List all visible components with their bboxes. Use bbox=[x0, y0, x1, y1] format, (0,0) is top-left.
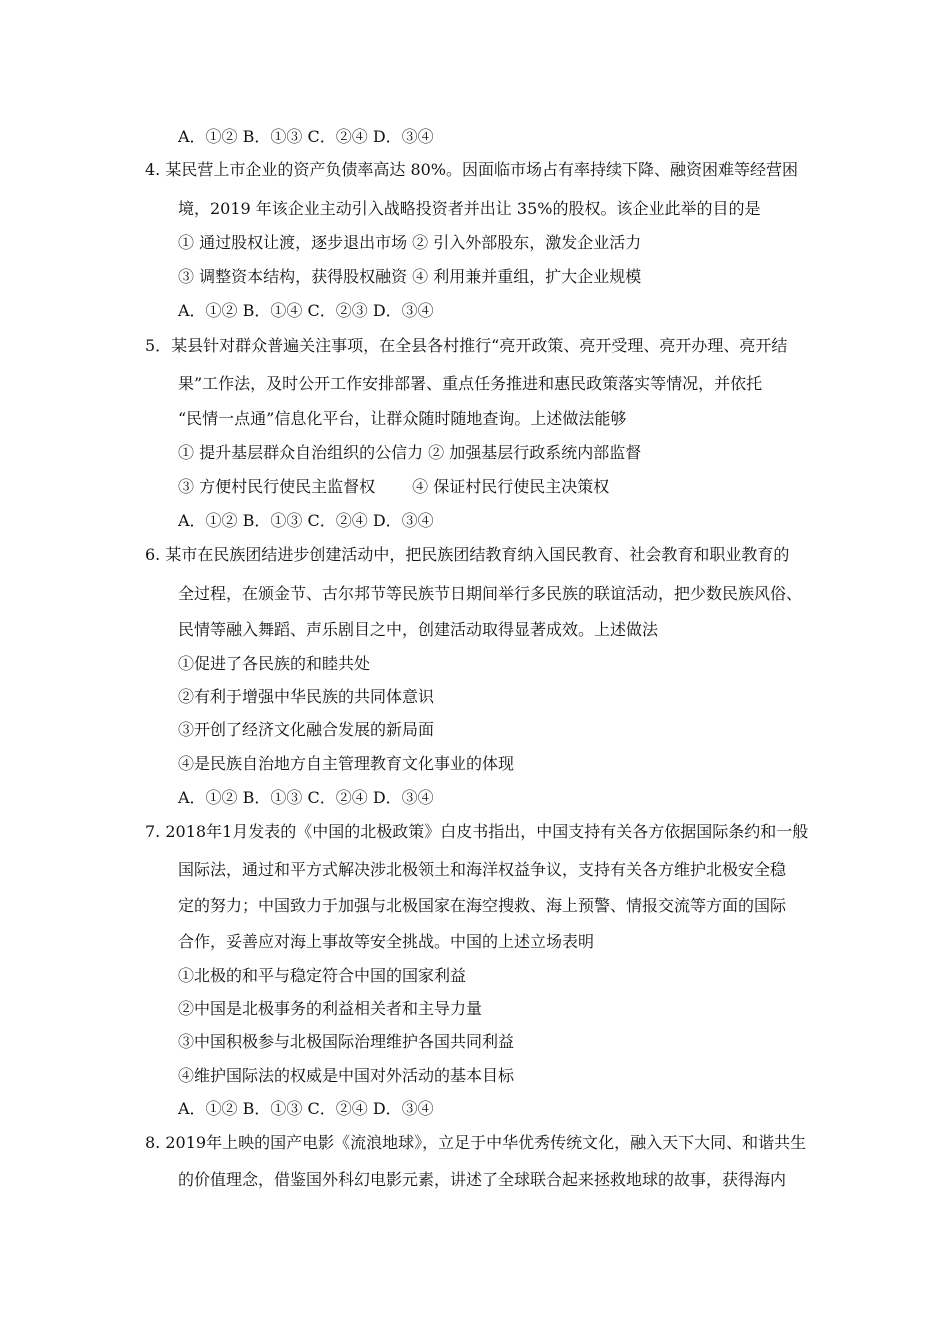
q7-stem-line-1: 7. 2018年1月发表的《中国的北极政策》白皮书指出，中国支持有关各方依据国际条约和一般 bbox=[145, 822, 809, 841]
q7-options: A．①② B．①③ C．②④ D．③④ bbox=[178, 1099, 434, 1118]
q5-stem-line-3: “民情一点通”信息化平台，让群众随时随地查询。上述做法能够 bbox=[178, 409, 627, 428]
q3-options: A．①② B．①③ C．②④ D．③④ bbox=[178, 127, 434, 146]
q5-options: A．①② B．①③ C．②④ D．③④ bbox=[178, 511, 434, 530]
q6-choice-4: ④是民族自治地方自主管理教育文化事业的体现 bbox=[178, 754, 515, 773]
q5-choice-line-2: ③ 方便村民行使民主监督权 ④ 保证村民行使民主决策权 bbox=[178, 477, 610, 496]
q8-stem-line-1: 8. 2019年上映的国产电影《流浪地球》，立足于中华优秀传统文化，融入天下大同、和谐共生 bbox=[145, 1133, 807, 1152]
q4-stem-line-1: 4. 某民营上市企业的资产负债率高达 80%。因面临市场占有率持续下降、融资困难等经营困 bbox=[145, 160, 799, 179]
q7-choice-1: ①北极的和平与稳定符合中国的国家利益 bbox=[178, 966, 467, 985]
q6-stem-line-1: 6. 某市在民族团结进步创建活动中，把民族团结教育纳入国民教育、社会教育和职业教育的 bbox=[145, 545, 790, 564]
q7-choice-4: ④维护国际法的权威是中国对外活动的基本目标 bbox=[178, 1066, 515, 1085]
q4-stem-line-2: 境，2019 年该企业主动引入战略投资者并出让 35%的股权。该企业此举的目的是 bbox=[178, 199, 761, 218]
q5-stem-line-2: 果”工作法，及时公开工作安排部署、重点任务推进和惠民政策落实等情况，并依托 bbox=[178, 374, 763, 393]
q6-choice-1: ①促进了各民族的和睦共处 bbox=[178, 654, 371, 673]
q7-choice-3: ③中国积极参与北极国际治理维护各国共同利益 bbox=[178, 1032, 515, 1051]
q7-stem-line-4: 合作，妥善应对海上事故等安全挑战。中国的上述立场表明 bbox=[178, 932, 595, 951]
q6-stem-line-3: 民情等融入舞蹈、声乐剧目之中，创建活动取得显著成效。上述做法 bbox=[178, 620, 659, 639]
q7-stem-line-2: 国际法，通过和平方式解决涉北极领土和海洋权益争议，支持有关各方维护北极安全稳 bbox=[178, 860, 787, 879]
q6-choice-2: ②有利于增强中华民族的共同体意识 bbox=[178, 687, 435, 706]
q4-choice-line-2: ③ 调整资本结构，获得股权融资 ④ 利用兼并重组，扩大企业规模 bbox=[178, 267, 642, 286]
q8-stem-line-2: 的价值理念，借鉴国外科幻电影元素，讲述了全球联合起来拯救地球的故事，获得海内 bbox=[178, 1170, 787, 1189]
q6-stem-line-2: 全过程，在颁金节、古尔邦节等民族节日期间举行多民族的联谊活动，把少数民族风俗、 bbox=[178, 584, 803, 603]
q7-stem-line-3: 定的努力；中国致力于加强与北极国家在海空搜救、海上预警、情报交流等方面的国际 bbox=[178, 896, 787, 915]
q6-choice-3: ③开创了经济文化融合发展的新局面 bbox=[178, 720, 435, 739]
q5-stem-line-1: 5．某县针对群众普遍关注事项，在全县各村推行“亮开政策、亮开受理、亮开办理、亮开结 bbox=[145, 336, 788, 355]
q7-choice-2: ②中国是北极事务的利益相关者和主导力量 bbox=[178, 999, 483, 1018]
q5-choice-line-1: ① 提升基层群众自治组织的公信力 ② 加强基层行政系统内部监督 bbox=[178, 443, 642, 462]
q4-options: A．①② B．①④ C．②③ D．③④ bbox=[178, 301, 434, 320]
q6-options: A．①② B．①③ C．②④ D．③④ bbox=[178, 788, 434, 807]
q4-choice-line-1: ① 通过股权让渡，逐步退出市场 ② 引入外部股东，激发企业活力 bbox=[178, 233, 642, 252]
